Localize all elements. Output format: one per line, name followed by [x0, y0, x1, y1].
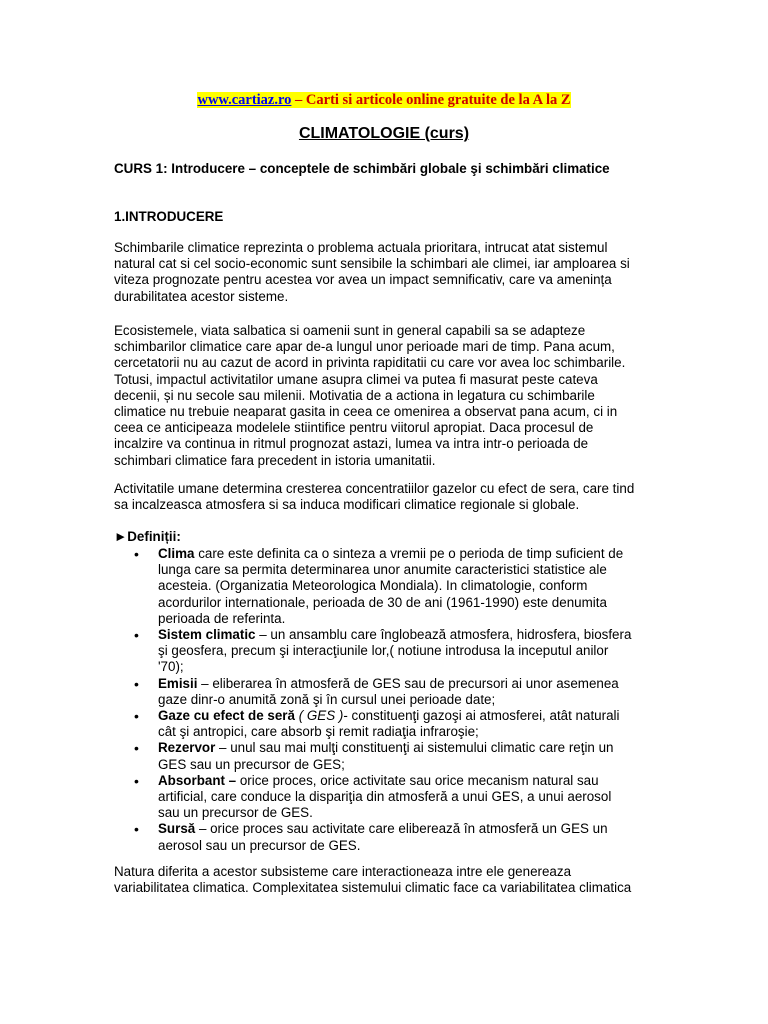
paragraph-variability: Natura diferita a acestor subsisteme care interactioneaza intre ele genereaza variabilitatea climatica. Complexitatea sistemului climatic face ca variabilitatea climatica	[114, 864, 632, 896]
definition-item-emisii	[114, 676, 634, 708]
paragraph-intro: Schimbarile climatice reprezinta o problema actuala prioritara, intrucat atat sistemul natural cat si cel socio-economic sunt sensibile la schimbari ale climei, iar amploarea si viteza prognozate pentru acestea vor avea un impact semnificativ, care va amenința durabilitatea acestor sisteme.	[114, 240, 630, 304]
page-title: CLIMATOLOGIE (curs)	[298, 125, 470, 142]
definition-item-gaze-efect-sera	[114, 708, 634, 740]
definition-text: – un ansamblu care înglobează atmosfera, hidrosfera, biosfera şi geosfera, precum şi interacţiunile lor,( notiune introdusa la inceputul anilor '70);	[158, 627, 632, 675]
site-header	[114, 92, 654, 108]
definition-term: Clima	[158, 546, 195, 561]
section-heading: 1.INTRODUCERE	[114, 209, 224, 224]
paragraph-ecosystems: Ecosistemele, viata salbatica si oamenii sunt in general capabili sa se adapteze schimbarilor climatice care apar de-a lungul unor perioade mari de timp. Pana acum, cercetatorii nu au cazut de acord in privinta rapiditatii cu care vor avea loc schimbarile. Totusi, impactul activitatilor umane asupra climei va putea fi masurat peste cateva decenii, și nu secole sau milenii. Motivatia de a actiona in legatura cu schimbarile climatice nu trebuie neaparat gasita in ceea ce omenirea a observat pana acum, ci in ceea ce anticipeaza modelele stiintifice pentru viitorul apropiat. Daca procesul de incalzire va continua in ritmul prognozat astazi, lumea va intra intr-o perioada de schimbari climatice fara precedent in istoria umanitatii.	[114, 323, 626, 468]
definition-term: Gaze cu efect de seră	[158, 708, 295, 724]
definition-text: – eliberarea în atmosferă de GES sau de precursori ai unor asemenea gaze dinr-o anumită zonă şi în cursul unei perioade date;	[158, 675, 619, 707]
definition-text: – orice proces sau activitate care eliberează în atmosferă un GES un aerosol sau un precursor de GES.	[158, 821, 608, 853]
definition-text: - constituenţi gazoşi ai atmosferei, atât naturali cât şi antropici, care absorb şi remit radiaţia infraroşie;	[158, 708, 620, 740]
definition-item-clima	[114, 546, 634, 627]
definitions-list	[114, 546, 634, 854]
site-tagline: – Carti si articole online gratuite de la A la Z	[291, 92, 571, 108]
definition-abbreviation: ( GES )	[294, 708, 344, 724]
definition-term: Sistem climatic	[158, 627, 256, 643]
definition-term: Sursă	[158, 821, 196, 837]
definitions-heading: ►Definiții:	[114, 529, 181, 544]
definition-item-rezervor	[114, 740, 634, 772]
definition-text: care este definita ca o sinteza a vremii pe o perioda de timp suficient de lunga care sa permita determinarea unor anumite caracteristici statistice ale acesteia. (Organizatia Meteorologica Mondiala). In climatologie, conform acordurilor internationale, perioada de 30 de ani (1961-1990) este denumita perioada de referinta.	[158, 546, 624, 626]
definition-text: – unul sau mai mulţi constituenţi ai sistemului climatic care reţin un GES sau un precursor de GES;	[158, 740, 614, 772]
definition-term: Absorbant –	[158, 772, 237, 788]
paragraph-human-activity: Activitatile umane determina cresterea concentratiilor gazelor cu efect de sera, care tind sa incalzeasca atmosfera si sa induca modificari climatice regionale si globale.	[114, 481, 635, 513]
definition-term: Rezervor	[158, 740, 216, 756]
definition-item-sursa	[114, 821, 634, 853]
definition-item-sistem-climatic	[114, 627, 634, 676]
course-subtitle: CURS 1: Introducere – conceptele de schimbări globale şi schimbări climatice	[114, 161, 610, 176]
definition-text: orice proces, orice activitate sau orice mecanism natural sau artificial, care conduce la dispariţia din atmosferă a unui GES, a unui aerosol sau un precursor de GES.	[158, 772, 612, 821]
definition-term: Emisii	[158, 675, 198, 691]
site-link[interactable]: www.cartiaz.ro	[197, 92, 292, 108]
definition-item-absorbant	[114, 773, 634, 822]
header-highlight	[197, 92, 570, 108]
